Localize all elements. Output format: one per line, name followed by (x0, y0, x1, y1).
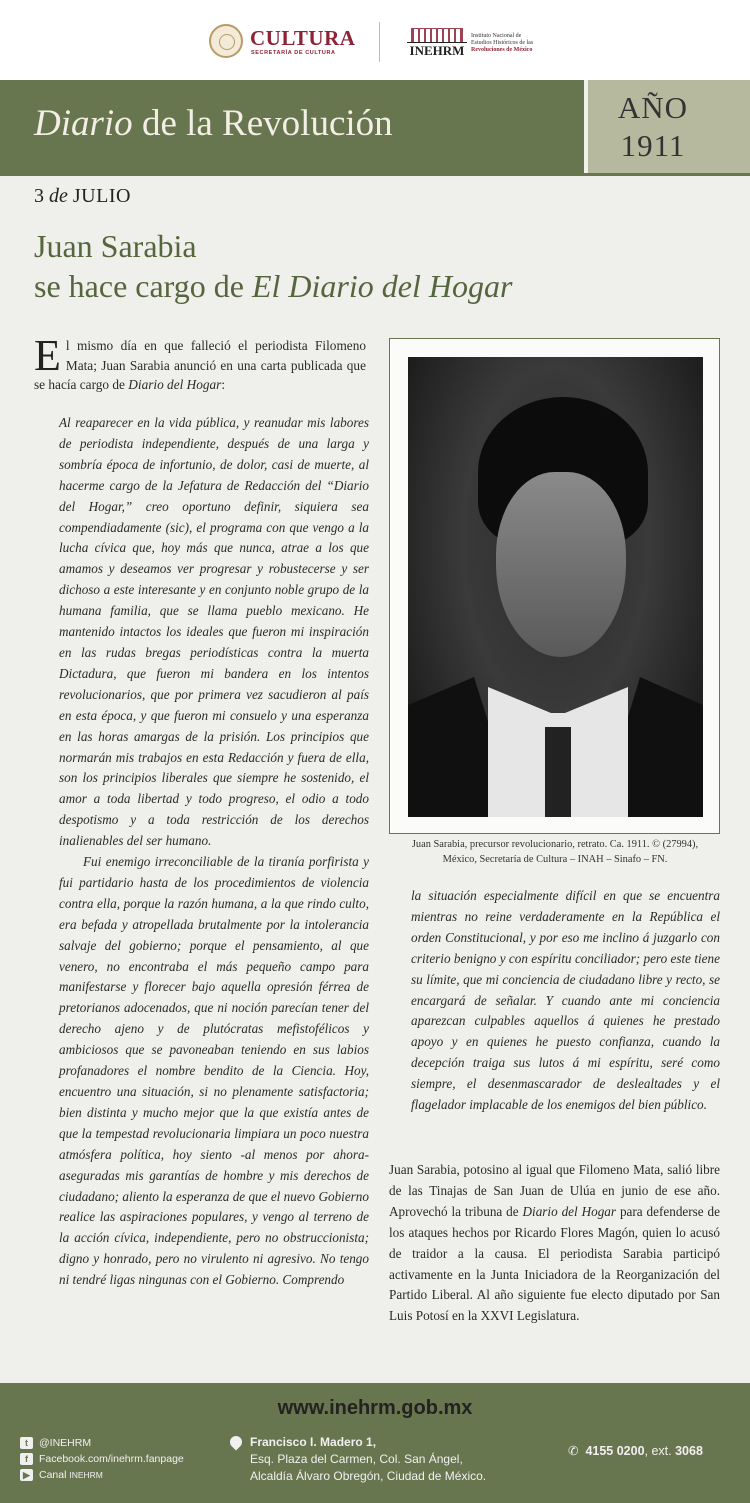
banner-title-italic: Diario (34, 103, 133, 144)
phone-icon: ✆ (568, 1444, 579, 1458)
youtube-link[interactable] (20, 1467, 184, 1483)
header-logos (0, 0, 750, 80)
inehrm-logo-word: INEHRM (407, 42, 467, 58)
facebook-link[interactable] (20, 1451, 184, 1467)
quote-paragraph-3: la situación especialmente difícil en que se encuentra mientras no reine verdaderamente en la República el orden Constitucional, y por eso me inclino á juzgarlo con criterio benigno y con espíritu conciliador; pero este tiene su límite, que mi conciencia de ciudadano libre y recto, se encargará de señalar. Y cuando ante mi conciencia aparezcan culpables aquellos á quienes he prestado apoyo y en quienes he puesto confianza, cuando la decepción traiga sus lutos á mi espíritu, seré como siempre, el desenmascarador de deslealtades y el flagelador implacable de los enemigos del bien público. (411, 888, 720, 1113)
portrait-photo (408, 357, 703, 817)
inehrm-line-3: Revoluciones de México (471, 47, 533, 53)
headline (34, 226, 734, 306)
address-line-1: Francisco I. Madero 1, (250, 1435, 377, 1449)
inehrm-line-1: Instituto Nacional de (471, 33, 522, 39)
date-de: de (49, 185, 68, 207)
location-pin-icon (228, 1434, 245, 1451)
headline-line-2 (34, 266, 734, 306)
photo-tie (545, 727, 571, 817)
footer-url-link[interactable]: www.inehrm.gob.mx (277, 1397, 473, 1419)
lede-paragraph (34, 331, 366, 395)
logo-divider (379, 22, 380, 62)
social-links (20, 1435, 184, 1483)
year-value: 1911 (620, 128, 686, 163)
inehrm-line-2: Estudios Históricos de las (471, 40, 534, 46)
address-block (250, 1434, 486, 1485)
footer (0, 1383, 750, 1503)
quote-left-column (59, 413, 369, 1291)
phone-block[interactable] (568, 1443, 703, 1458)
date-day: 3 (34, 185, 44, 207)
year-box (584, 80, 750, 173)
youtube-prefix: Canal (39, 1469, 67, 1481)
date-line (34, 185, 131, 208)
youtube-icon: ▶ (20, 1469, 33, 1481)
cultura-logo-subtitle: SECRETARÍA DE CULTURA (251, 50, 336, 56)
phone-ext-prefix: , ext. (644, 1444, 676, 1458)
closing-paragraph (389, 1160, 720, 1327)
caption-line-1: Juan Sarabia, precursor revolucionario, retrato. Ca. 1911. © (27994), (411, 839, 699, 850)
facebook-icon: f (20, 1453, 33, 1465)
year-label: AÑO (617, 90, 689, 125)
facebook-handle: Facebook.com/inehrm.fanpage (39, 1453, 184, 1465)
quote-paragraph-1: Al reaparecer en la vida pública, y reanudar mis labores de periodista independiente, después de una larga y sombría época de infortunio, de dolor, casi de muerte, al hacerme cargo de la Jefatura de Redacción del “Diario del Hogar,” creo oportuno definir, siquiera sea compendiadamente (sic), el programa con que vengo a la lucha cívica que, hoy más que nunca, atrae a los que amamos y deseamos ver progresar y robustecerse y ser dichoso a este interesante y en conjunto noble grupo de la humana familia, que se llama pueblo mexicano. He mantenido intactos los ideales que fueron mi inspiración en las rudas bregas periodísticas contra la muerta Dictadura, que fueron mi bandera en los intentos revolucionarios, que por primera vez sacudieron al país en esta época, y que fueron mi consuelo y una esperanza en las horas amargas de la prisión. Los principios que normarán mis trabajos en esta Redacción y fuera de ella, son los principios liberales que siempre he sostenido, el amor a toda libertad y todo progreso, el odio a todo despotismo y a toda restricción de los derechos inalienables del ser humano. (59, 415, 369, 849)
closing-text-2: para defenderse de los ataques hechos por Ricardo Flores Magón, quien lo acusó de traidor a la causa. El periodista Sarabia participó activamente en la Junta Iniciadora de la Reorganización del Partido Liberal. Al año siguiente fue electo diputado por San Luis Potosí en la XXVI Legislatura. (389, 1203, 720, 1324)
cultura-logo-title: CULTURA (250, 26, 356, 50)
lede-end: : (221, 377, 226, 392)
photo-caption (380, 838, 730, 867)
twitter-link[interactable] (20, 1435, 184, 1451)
headline-line-2-italic: El Diario del Hogar (251, 268, 513, 304)
address-line-2: Esq. Plaza del Carmen, Col. San Ángel, (250, 1452, 463, 1466)
phone-ext: 3068 (675, 1444, 703, 1458)
inehrm-logo (407, 28, 467, 58)
photo-frame (389, 338, 720, 834)
inehrm-building-icon (411, 28, 463, 42)
banner-title (34, 102, 393, 145)
closing-italic: Diario del Hogar (522, 1203, 617, 1219)
lede-italic: Diario del Hogar (128, 377, 222, 392)
caption-line-2: México, Secretaría de Cultura – INAH – Sinafo – FN. (442, 853, 668, 865)
banner-divider (0, 173, 750, 176)
headline-line-1: Juan Sarabia (34, 228, 197, 264)
phone-number: 4155 0200 (585, 1444, 645, 1458)
inehrm-logo-text (471, 33, 561, 54)
dropcap: E (34, 331, 61, 380)
closing-text-1: Juan Sarabia, potosino al igual que Filomeno Mata, salió libre de las Tinajas de San Juan de Ulúa en junio de ese año. Aprovechó la tribuna de (389, 1162, 720, 1219)
mexico-seal-icon (209, 24, 243, 58)
photo-face (496, 472, 626, 657)
quote-paragraph-2: Fui enemigo irreconciliable de la tiranía porfirista y fui partidario hasta de los procedimientos de violencia contra ella, porque la razón humana, a la que rindo culto, era befada y atropellada brutalmente por la intolerancia salvaje del gobierno; porque el pensamiento, al que venero, no encontraba el más pequeño campo para manifestarse y florecer bajo aquella opresión férrea de pretorianos adocenados, que ni noción parecían tener del derecho ajeno y de plutócratas mefistofélicos y ambiciosos que se pavoneaban teniendo en sus labios profanadores el nombre bendito de la Ciencia. Hoy, encuentro una situación, si no plenamente satisfactoria; bien distinta y mucho mejor que la que existía antes de que la tempestad revolucionaria limpiara un poco nuestra atmósfera política, hoy siento -al menos por ahora- aseguradas mis garantías de hombre y mis derechos de ciudadano; aliento la esperanza de que el nuevo Gobierno realice las aspiraciones populares, y vengo al terreno de la acción cívica, independiente, pero no obstruccionista; digno y honrado, pero no virulento ni agresivo. No tengo ni tendré ligas ningunas con el Gobierno. Comprendo (59, 854, 369, 1288)
youtube-name: INEHRM (69, 1470, 103, 1480)
twitter-icon: t (20, 1437, 33, 1449)
lede-text: l mismo día en que falleció el periodista Filomeno Mata; Juan Sarabia anunció en una carta publicada que se hacía cargo de (34, 338, 366, 392)
twitter-handle: @INEHRM (39, 1437, 92, 1449)
banner-title-rest: de la Revolución (132, 103, 393, 144)
address-line-3: Alcaldía Álvaro Obregón, Ciudad de México. (250, 1469, 487, 1483)
date-month: JULIO (72, 185, 131, 207)
quote-right-column (411, 886, 720, 1116)
headline-line-2-prefix: se hace cargo de (34, 268, 252, 304)
